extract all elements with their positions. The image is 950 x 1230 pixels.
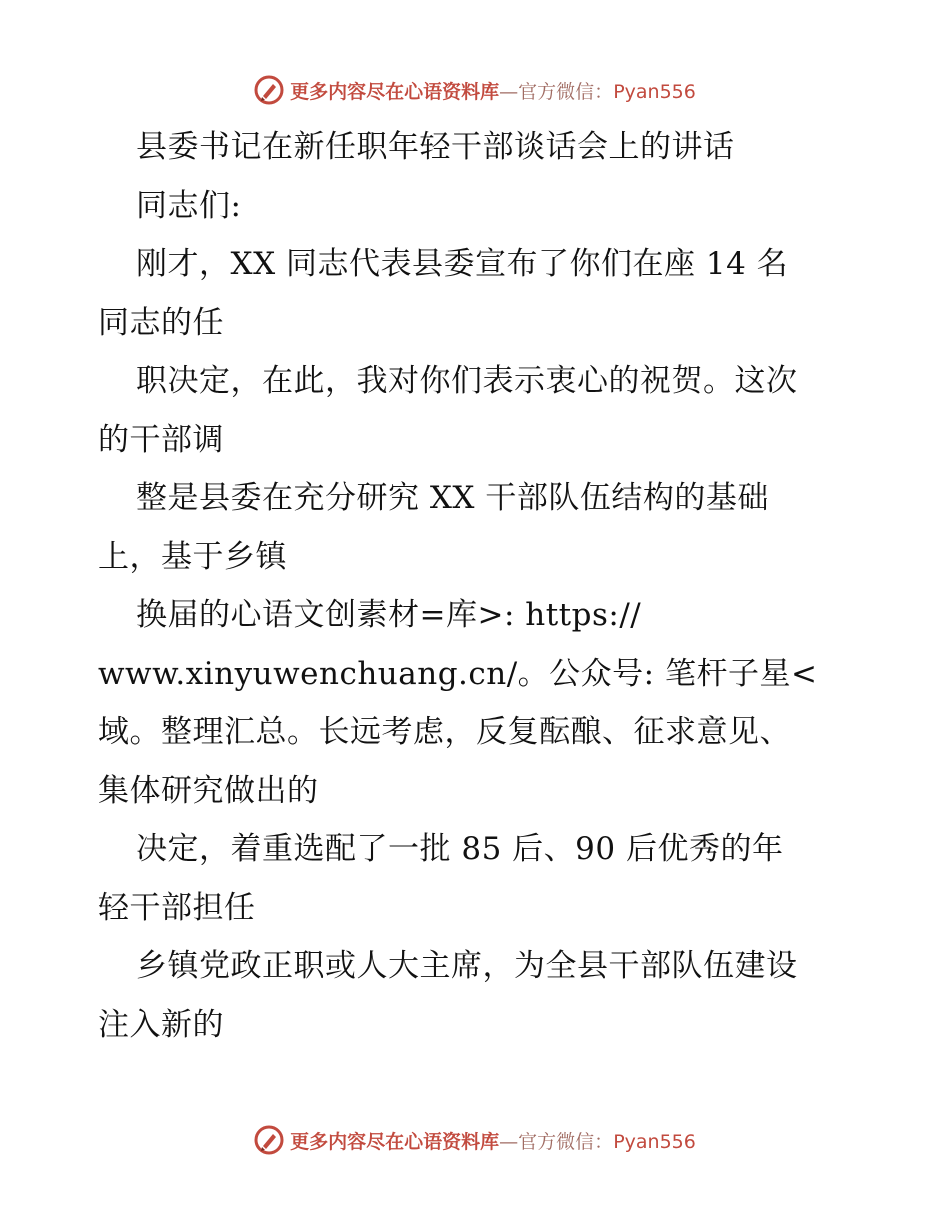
header-banner-main: 更多内容尽在心语资料库: [290, 80, 500, 103]
text-line: 集体研究做出的: [98, 772, 319, 809]
text-line: 整是县委在充分研究 XX 干部队伍结构的基础: [136, 480, 769, 516]
text-line: www.xinyuwenchuang.cn/。公众号: 笔杆子星<: [98, 655, 818, 692]
pen-logo-icon: [254, 1125, 284, 1155]
text-line: 决定，着重选配了一批 85 后、90 后优秀的年: [136, 831, 784, 867]
text-line: 刚才，XX 同志代表县委宣布了你们在座 14 名: [136, 246, 789, 282]
text-line: 轻干部担任: [98, 889, 256, 926]
text-line: 乡镇党政正职或人大主席，为全县干部队伍建设: [136, 948, 798, 984]
document-title: 县委书记在新任职年轻干部谈话会上的讲话: [136, 129, 735, 165]
footer-banner-text: [290, 1127, 696, 1154]
footer-banner: [0, 1120, 950, 1160]
text-line: 换届的心语文创素材=库>: https://: [136, 597, 642, 633]
header-banner-text: [290, 77, 696, 104]
footer-banner-dash: —: [499, 1130, 519, 1153]
text-line: 同志的任: [98, 304, 224, 341]
header-banner: [0, 70, 950, 110]
text-line: 域。整理汇总。长远考虑，反复酝酿、征求意见、: [98, 714, 791, 750]
text-line: 的干部调: [98, 421, 224, 458]
header-banner-wechat-id: Pyan556: [613, 80, 696, 103]
header-banner-wechat-label: 官方微信：: [518, 80, 614, 103]
footer-banner-wechat-label: 官方微信：: [518, 1130, 614, 1153]
text-line: 注入新的: [98, 1006, 224, 1043]
text-line: 职决定，在此，我对你们表示衷心的祝贺。这次: [136, 363, 798, 399]
document-body: [98, 118, 868, 1054]
salutation: 同志们:: [136, 187, 242, 224]
header-banner-dash: —: [499, 80, 519, 103]
footer-banner-main: 更多内容尽在心语资料库: [290, 1130, 500, 1153]
pen-logo-icon: [254, 75, 284, 105]
footer-banner-wechat-id: Pyan556: [613, 1130, 696, 1153]
text-line: 上，基于乡镇: [98, 538, 287, 575]
